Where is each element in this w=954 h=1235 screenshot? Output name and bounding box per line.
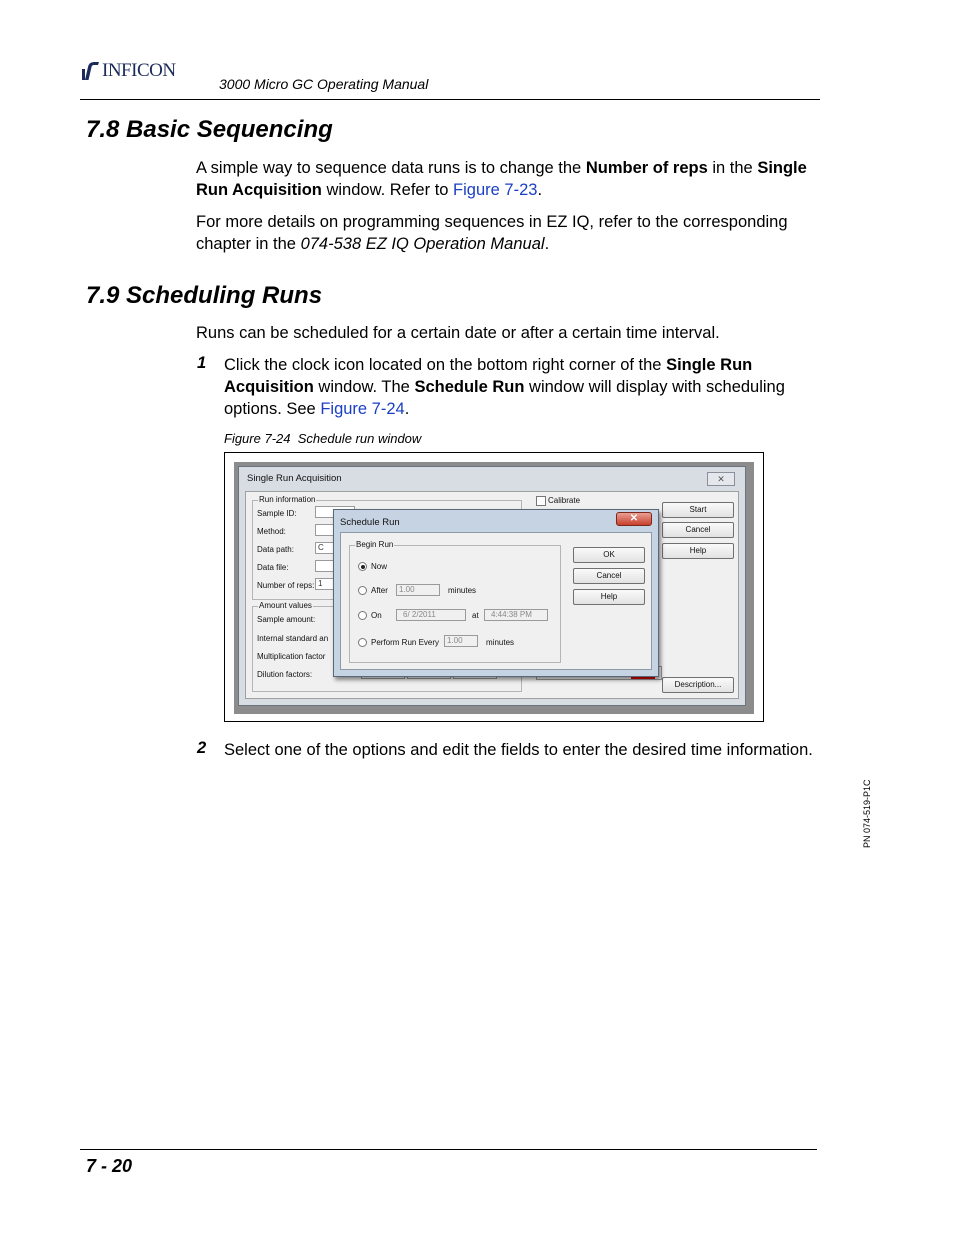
text-run: in the <box>707 159 758 177</box>
footer-rule <box>80 1149 817 1150</box>
after-unit-label: minutes <box>448 586 477 595</box>
section-heading-scheduling-runs: 7.9 Scheduling Runs <box>86 282 323 309</box>
begin-run-group <box>349 540 561 663</box>
dialog-title: Schedule Run <box>340 517 400 528</box>
text-run: window will display with scheduling options. See <box>224 378 785 418</box>
data-path-field[interactable]: C <box>315 542 355 554</box>
group-label: Begin Run <box>356 540 394 549</box>
method-label: Method: <box>257 527 286 536</box>
bold-term: Number of reps <box>585 159 708 177</box>
inficon-logo <box>82 60 197 84</box>
schedule-run-dialog <box>333 509 659 677</box>
text-run: . <box>404 400 410 418</box>
text-run: window. The <box>313 378 415 396</box>
number-of-reps-label: Number of reps: <box>257 581 315 590</box>
single-run-acquisition-window <box>238 466 746 706</box>
text-run: . <box>537 181 543 199</box>
caption-label: Figure 7-24 <box>224 431 291 446</box>
close-icon[interactable]: ✕ <box>616 512 652 526</box>
figure-link-7-23[interactable]: Figure 7-23 <box>453 181 538 199</box>
after-label: After <box>371 586 388 595</box>
text-run: window. Refer to <box>321 181 454 199</box>
inficon-logo-mark-icon <box>82 61 100 81</box>
now-radio[interactable] <box>358 562 367 571</box>
on-radio[interactable] <box>358 611 367 620</box>
help-button[interactable]: Help <box>573 589 645 605</box>
sample-amount-label: Sample amount: <box>257 615 316 624</box>
caption-title: Schedule run window <box>297 431 422 446</box>
every-unit-label: minutes <box>486 638 515 647</box>
help-button[interactable]: Help <box>662 543 734 559</box>
bold-term: Schedule Run <box>414 378 525 396</box>
calibrate-label: Calibrate <box>548 496 581 505</box>
description-button[interactable]: Description... <box>662 677 734 693</box>
calibrate-checkbox[interactable] <box>536 496 546 506</box>
group-label: Amount values <box>259 601 312 610</box>
section-heading-basic-sequencing: 7.8 Basic Sequencing <box>86 116 333 143</box>
figure-link-7-24[interactable]: Figure 7-24 <box>320 400 405 418</box>
data-path-label: Data path: <box>257 545 294 554</box>
cancel-button[interactable]: Cancel <box>662 522 734 538</box>
window-title: Single Run Acquisition <box>247 473 342 484</box>
at-label: at <box>472 611 479 620</box>
step-number-1: 1 <box>197 354 207 372</box>
logo-wordmark: INFICON <box>102 60 176 81</box>
running-title: 3000 Micro GC Operating Manual <box>219 76 429 92</box>
multiplication-factor-label: Multiplication factor <box>257 652 326 661</box>
step-number-2: 2 <box>197 739 207 757</box>
page-number: 7 - 20 <box>86 1156 133 1176</box>
header-rule <box>80 99 820 100</box>
internal-standard-label: Internal standard an <box>257 634 329 643</box>
figure-caption <box>224 431 421 446</box>
step-1-text <box>224 354 824 420</box>
basic-sequencing-paragraph-2 <box>196 211 826 255</box>
dilution-factors-label: Dilution factors: <box>257 670 313 679</box>
start-button[interactable]: Start <box>662 502 734 518</box>
text-run: For more details on programming sequences in EZ IQ, refer to the corresponding chapter in the <box>196 213 788 253</box>
sample-id-label: Sample ID: <box>257 509 297 518</box>
every-minutes-field[interactable]: 1.00 <box>444 635 478 647</box>
after-radio[interactable] <box>358 586 367 595</box>
part-number: PN 074-519-P1C <box>862 779 872 848</box>
perform-every-label: Perform Run Every <box>371 638 440 647</box>
close-icon[interactable]: ✕ <box>707 472 735 486</box>
now-label: Now <box>371 562 388 571</box>
text-run: . <box>544 235 550 253</box>
text-run: Click the clock icon located on the bottom right corner of the <box>224 356 667 374</box>
group-label: Run information <box>259 495 316 504</box>
after-minutes-field[interactable]: 1.00 <box>396 584 440 596</box>
time-spinner[interactable]: 4:44:38 PM <box>484 609 548 621</box>
bold-term: Single Run Acquisition <box>224 356 753 396</box>
number-of-reps-field[interactable]: 1 <box>315 578 355 590</box>
scheduling-runs-paragraph: Runs can be scheduled for a certain date or after a certain time interval. <box>196 324 720 342</box>
ok-button[interactable]: OK <box>573 547 645 563</box>
bold-term: Single Run Acquisition <box>196 159 807 199</box>
on-label: On <box>371 611 382 620</box>
screenshot-backdrop <box>234 462 754 714</box>
perform-every-radio[interactable] <box>358 638 367 647</box>
italic-title: 074-538 EZ IQ Operation Manual <box>300 235 545 253</box>
dialog-body <box>340 532 652 670</box>
figure-schedule-run-window <box>224 452 764 722</box>
cancel-button[interactable]: Cancel <box>573 568 645 584</box>
basic-sequencing-paragraph-1 <box>196 157 826 201</box>
text-run: A simple way to sequence data runs is to change the <box>196 159 586 177</box>
step-2-text: Select one of the options and edit the fields to enter the desired time information. <box>224 741 813 759</box>
data-file-label: Data file: <box>257 563 289 572</box>
date-picker[interactable]: 6/ 2/2011 <box>396 609 466 621</box>
